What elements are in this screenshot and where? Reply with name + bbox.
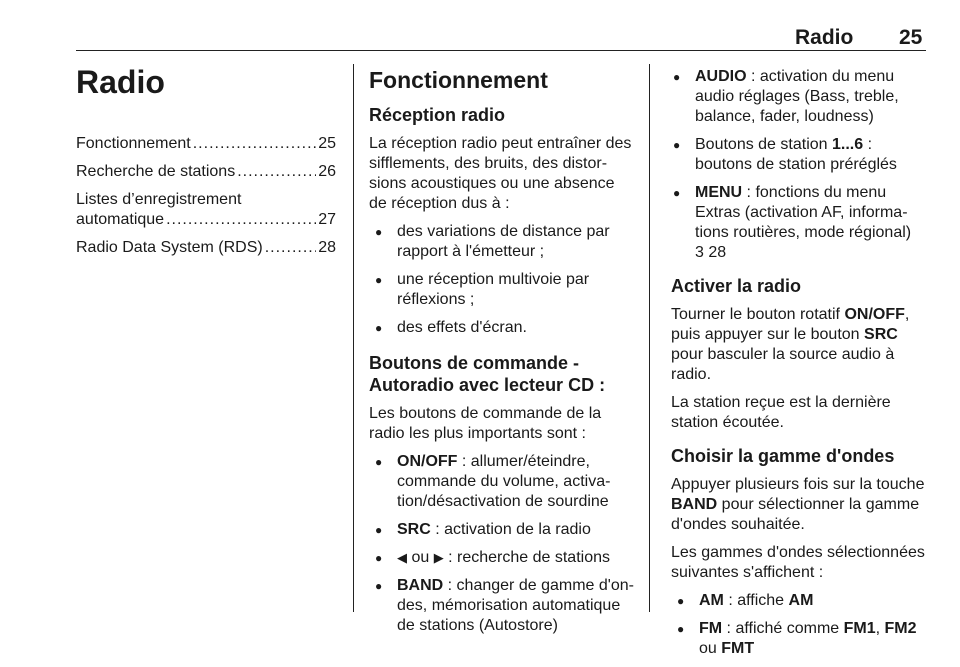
list-item: ● AUDIO : activation du menu audio réglages (Bass, treble, balance, fader, loudness) bbox=[671, 67, 933, 127]
reception-text: La réception radio peut entraîner des sifflements, des bruits, des distor-sions acoustiques ou une absence de réception dus à : bbox=[369, 135, 632, 212]
page-number: 25 bbox=[899, 26, 923, 49]
table-of-contents bbox=[76, 134, 336, 258]
toc-entry[interactable]: Recherche de stations ..... 26 bbox=[76, 162, 336, 182]
toc-entry[interactable]: Listes d’enregistrement automatique ..... 27 bbox=[76, 190, 336, 230]
activate-text: Tourner le bouton rotatif ON/OFF, puis appuyer sur le bouton SRC pour basculer la source audio à radio. bbox=[671, 306, 910, 383]
section-title: Fonctionnement bbox=[369, 67, 548, 93]
arrow-right-icon: ▶ bbox=[433, 550, 444, 565]
list-item: ● MENU : fonctions du menu Extras (activation AF, informa-tions routières, mode régional) 3 28 bbox=[671, 183, 933, 263]
toc-entry[interactable]: Fonctionnement ..... 25 bbox=[76, 134, 336, 154]
reception-heading: Réception radio bbox=[369, 105, 506, 125]
controls-list bbox=[369, 452, 634, 636]
toc-entry[interactable]: Radio Data System (RDS) ..... 28 bbox=[76, 238, 336, 258]
activate-note: La station reçue est la dernière station écoutée. bbox=[671, 394, 891, 431]
list-item: ● une réception multivoie par réflexions ; bbox=[369, 270, 634, 310]
list-item: ● AM : affiche AM bbox=[671, 591, 933, 611]
arrow-left-icon: ◀ bbox=[397, 550, 407, 565]
band-heading: Choisir la gamme d'ondes bbox=[671, 446, 895, 466]
band-text: Appuyer plusieurs fois sur la touche BAND pour sélectionner la gamme d'ondes souhaitée. bbox=[671, 476, 925, 533]
band-note: Les gammes d'ondes sélectionnées suivantes s'affichent : bbox=[671, 544, 925, 581]
controls-heading: Boutons de commande - Autoradio avec lecteur CD : bbox=[369, 353, 606, 395]
controls-list-continued bbox=[671, 67, 933, 263]
activate-heading: Activer la radio bbox=[671, 276, 802, 296]
chapter-title: Radio bbox=[76, 64, 165, 100]
content-column-3 bbox=[671, 60, 933, 667]
list-item: ● FM : affiché comme FM1, FM2 ou FMT bbox=[671, 619, 933, 659]
column-divider-1 bbox=[353, 64, 354, 612]
toc-column bbox=[76, 64, 336, 266]
list-item: ● Boutons de station 1...6 : boutons de station préréglés bbox=[671, 135, 933, 175]
band-list bbox=[671, 591, 933, 659]
running-header-title: Radio bbox=[795, 26, 854, 49]
list-item: ● ◀ ou ▶ : recherche de stations bbox=[369, 548, 634, 568]
column-divider-2 bbox=[649, 64, 650, 612]
header-rule bbox=[76, 50, 926, 51]
content-column-2 bbox=[369, 60, 634, 644]
list-item: ● des variations de distance par rapport à l'émetteur ; bbox=[369, 222, 634, 262]
list-item: ● ON/OFF : allumer/éteindre, commande du volume, activa-tion/désactivation de sourdine bbox=[369, 452, 634, 512]
list-item: ● des effets d'écran. bbox=[369, 318, 634, 338]
reception-list bbox=[369, 222, 634, 338]
list-item: ● SRC : activation de la radio bbox=[369, 520, 634, 540]
controls-intro: Les boutons de commande de la radio les plus importants sont : bbox=[369, 405, 602, 442]
list-item: ● BAND : changer de gamme d'on-des, mémorisation automatique de stations (Autostore) bbox=[369, 576, 634, 636]
page-reference[interactable]: 3 28 bbox=[695, 244, 727, 261]
